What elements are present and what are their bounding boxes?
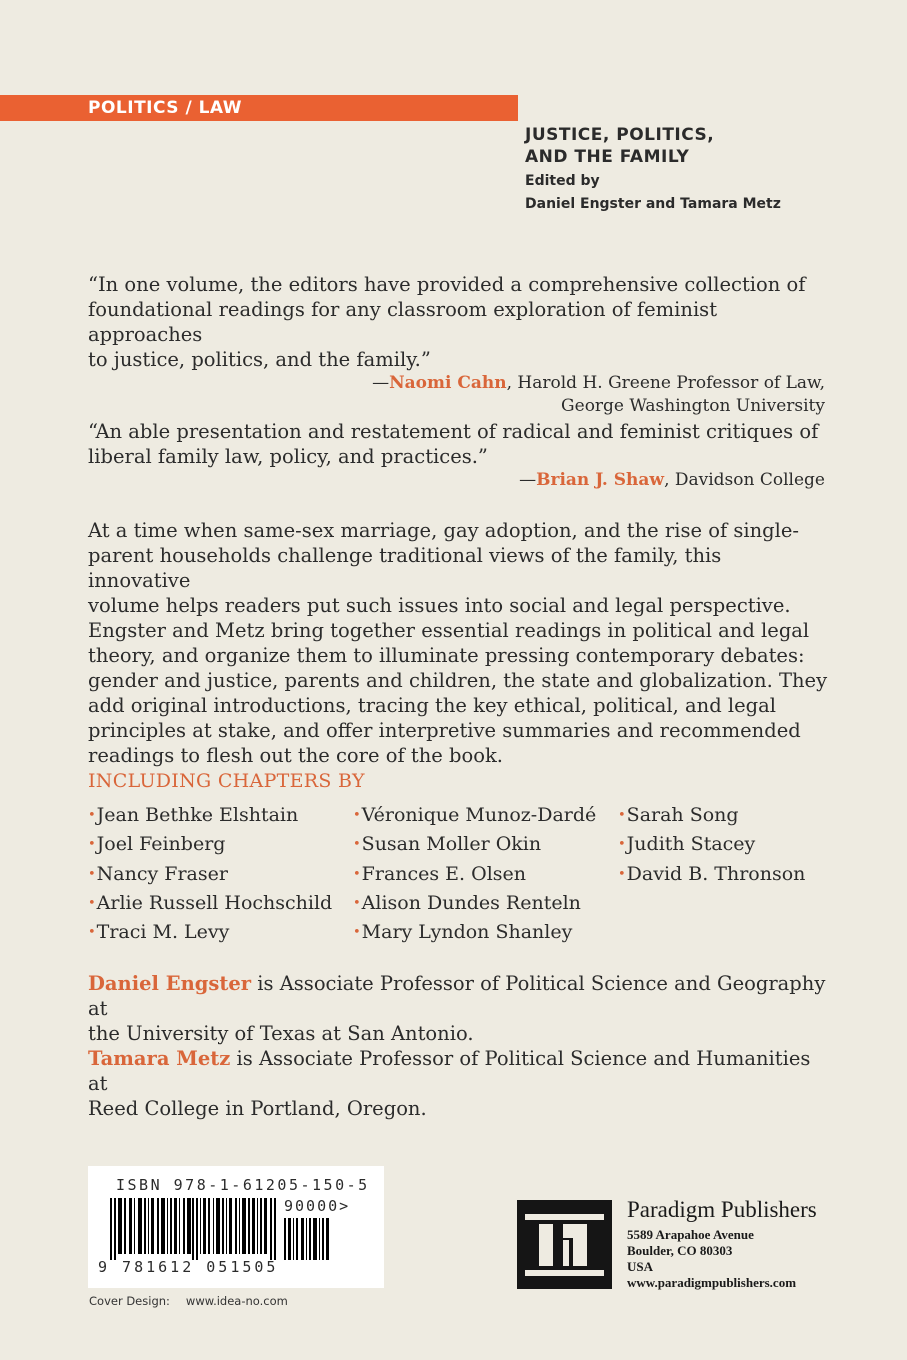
description-line: gender and justice, parents and children, the state and globalization. They bbox=[88, 669, 828, 692]
publisher-logo-mark bbox=[517, 1200, 612, 1289]
book-title-line-2: AND THE FAMILY bbox=[525, 147, 690, 167]
contributor-item: •Mary Lyndon Shanley bbox=[353, 921, 573, 944]
contributors-column-1 bbox=[88, 801, 332, 947]
addon-bars bbox=[284, 1218, 330, 1260]
quote-line: “An able presentation and restatement of radical and feminist critiques of bbox=[88, 420, 819, 443]
category-band bbox=[0, 95, 518, 121]
cover-design-url: www.idea-no.com bbox=[185, 1294, 288, 1308]
barcode-digits: 9 781612 051505 bbox=[98, 1258, 279, 1276]
publisher-website: www.paradigmpublishers.com bbox=[627, 1275, 797, 1290]
edited-by-label: Edited by bbox=[525, 173, 600, 189]
isbn-barcode bbox=[88, 1166, 384, 1288]
contributor-item: •Sarah Song bbox=[618, 804, 739, 826]
contributor-item: •Alison Dundes Renteln bbox=[353, 891, 581, 914]
description-line: add original introductions, tracing the key ethical, political, and legal bbox=[88, 694, 777, 717]
contributor-item: •David B. Thronson bbox=[618, 862, 806, 885]
quote-author-name: Naomi Cahn bbox=[389, 373, 507, 393]
book-title-line-1: JUSTICE, POLITICS, bbox=[525, 125, 715, 145]
description-line: principles at stake, and offer interpretive summaries and recommended bbox=[88, 719, 801, 742]
editor-bio-2: Tamara Metz is Associate Professor of Political Science and Humanities at Reed College in Portland, Oregon. bbox=[88, 1047, 811, 1120]
contributor-item: •Véronique Munoz-Dardé bbox=[353, 804, 597, 826]
publisher-name: Paradigm Publishers bbox=[627, 1197, 817, 1222]
quote-line: foundational readings for any classroom exploration of feminist approaches bbox=[88, 298, 718, 346]
category-label: POLITICS / LAW bbox=[88, 98, 243, 118]
book-description bbox=[88, 518, 828, 768]
quote-attribution: —Brian J. Shaw, Davidson College bbox=[519, 470, 825, 490]
price-code: 90000> bbox=[284, 1197, 351, 1215]
contributor-item: •Joel Feinberg bbox=[88, 833, 226, 856]
quote-line: liberal family law, policy, and practices.” bbox=[88, 445, 488, 468]
title-block bbox=[525, 124, 781, 216]
editors-names: Daniel Engster and Tamara Metz bbox=[525, 196, 781, 212]
description-line: readings to flesh out the core of the book. bbox=[88, 744, 503, 767]
description-line: At a time when same-sex marriage, gay adoption, and the rise of single- bbox=[88, 519, 800, 542]
quote-attribution: —Naomi Cahn, Harold H. Greene Professor of Law, bbox=[372, 373, 825, 393]
description-line: volume helps readers put such issues into social and legal perspective. bbox=[88, 594, 791, 617]
contributor-item: •Judith Stacey bbox=[618, 833, 756, 856]
contributor-item: •Traci M. Levy bbox=[88, 921, 230, 944]
contributor-item: •Susan Moller Okin bbox=[353, 833, 542, 856]
publisher-logo bbox=[517, 1200, 612, 1289]
description-line: Engster and Metz bring together essential readings in political and legal bbox=[88, 619, 810, 642]
publisher-address: 5589 Arapahoe Avenue Boulder, CO 80303 USA www.paradigmpublishers.com bbox=[627, 1227, 817, 1291]
quote-line: to justice, politics, and the family.” bbox=[88, 348, 431, 371]
quote-line: “In one volume, the editors have provided a comprehensive collection of bbox=[88, 273, 806, 296]
contributor-item: •Nancy Fraser bbox=[88, 862, 228, 885]
blurb-quote-2 bbox=[88, 419, 828, 492]
bio-name: Tamara Metz bbox=[88, 1047, 231, 1070]
contributors-column-2 bbox=[353, 801, 596, 947]
quote-author-name: Brian J. Shaw bbox=[536, 470, 665, 490]
description-line: theory, and organize them to illuminate pressing contemporary debates: bbox=[88, 644, 805, 667]
contributors-column-3 bbox=[618, 801, 805, 889]
cover-design-credit bbox=[89, 1294, 288, 1308]
description-line: parent households challenge traditional views of the family, this innovative bbox=[88, 544, 722, 592]
chapters-heading: INCLUDING CHAPTERS BY bbox=[88, 770, 365, 792]
contributor-item: •Arlie Russell Hochschild bbox=[88, 891, 333, 914]
quote-affiliation: George Washington University bbox=[561, 396, 825, 416]
ean-bars bbox=[110, 1198, 278, 1260]
cover-design-label: Cover Design: bbox=[89, 1294, 170, 1308]
publisher-info bbox=[627, 1196, 817, 1291]
bio-name: Daniel Engster bbox=[88, 972, 252, 995]
contributor-item: •Frances E. Olsen bbox=[353, 862, 527, 885]
blurb-quote-1 bbox=[88, 272, 828, 418]
contributor-item: •Jean Bethke Elshtain bbox=[88, 804, 299, 826]
editor-bio-1: Daniel Engster is Associate Professor of Political Science and Geography at the University of Texas at San Antonio. bbox=[88, 972, 826, 1045]
isbn-number: ISBN 978-1-61205-150-5 bbox=[116, 1176, 370, 1194]
